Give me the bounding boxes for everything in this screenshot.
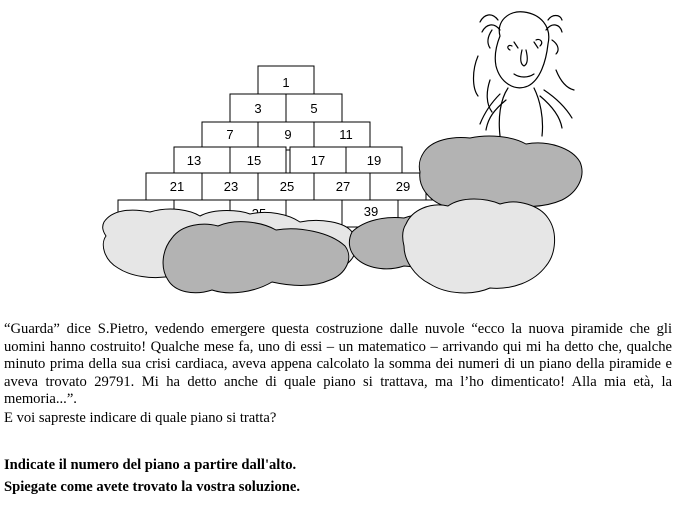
instruction-floor-number: Indicate il numero del piano a partire dall'alto. <box>4 457 297 473</box>
cloud-upper-right <box>419 136 582 210</box>
pyramid <box>118 66 454 227</box>
question-text: E voi sapreste indicare di quale piano si tratta? <box>4 410 277 426</box>
pyramid-number: 19 <box>366 153 382 168</box>
saint-peter-figure <box>474 12 575 136</box>
pyramid-number: 17 <box>310 153 326 168</box>
cloud-right-large <box>403 199 555 293</box>
pyramid-number: 15 <box>246 153 262 168</box>
pyramid-number: 1 <box>282 75 290 90</box>
story-text: “Guarda” dice S.Pietro, vedendo emergere questa costruzione dalle nuvole “ecco la nuova piramide che gli uomini hanno costruito! Qualche mese fa, uno di essi – un matematico – arrivando qui mi ha detto che, qualche minuto prima della sua crisi cardiaca, aveva appena calcolato la somma dei numeri di un piano della piramide e aveva trovato 29791. Mi ha detto anche di quale piano si trattava, ma l’ho dimenticato! Alla mia età, la memoria...”. <box>4 321 672 407</box>
instruction-explain: Spiegate come avete trovato la vostra soluzione. <box>4 479 301 495</box>
pyramid-number: 3 <box>254 101 262 116</box>
pyramid-number: 23 <box>223 179 239 194</box>
pyramid-number: 7 <box>226 127 234 142</box>
pyramid-number: 5 <box>310 101 318 116</box>
pyramid-number: 39 <box>363 204 379 219</box>
pyramid-number: 21 <box>169 179 185 194</box>
figure-nose <box>521 50 528 66</box>
pyramid-number: 25 <box>279 179 295 194</box>
pyramid-number: 9 <box>284 127 292 142</box>
pyramid-number: 27 <box>335 179 351 194</box>
pyramid-number: 11 <box>339 127 353 142</box>
pyramid-number: 29 <box>395 179 411 194</box>
pyramid-cell-13 <box>174 147 230 173</box>
pyramid-number: 13 <box>186 153 202 168</box>
figure-mouth <box>514 74 534 77</box>
figure-body <box>499 88 542 136</box>
